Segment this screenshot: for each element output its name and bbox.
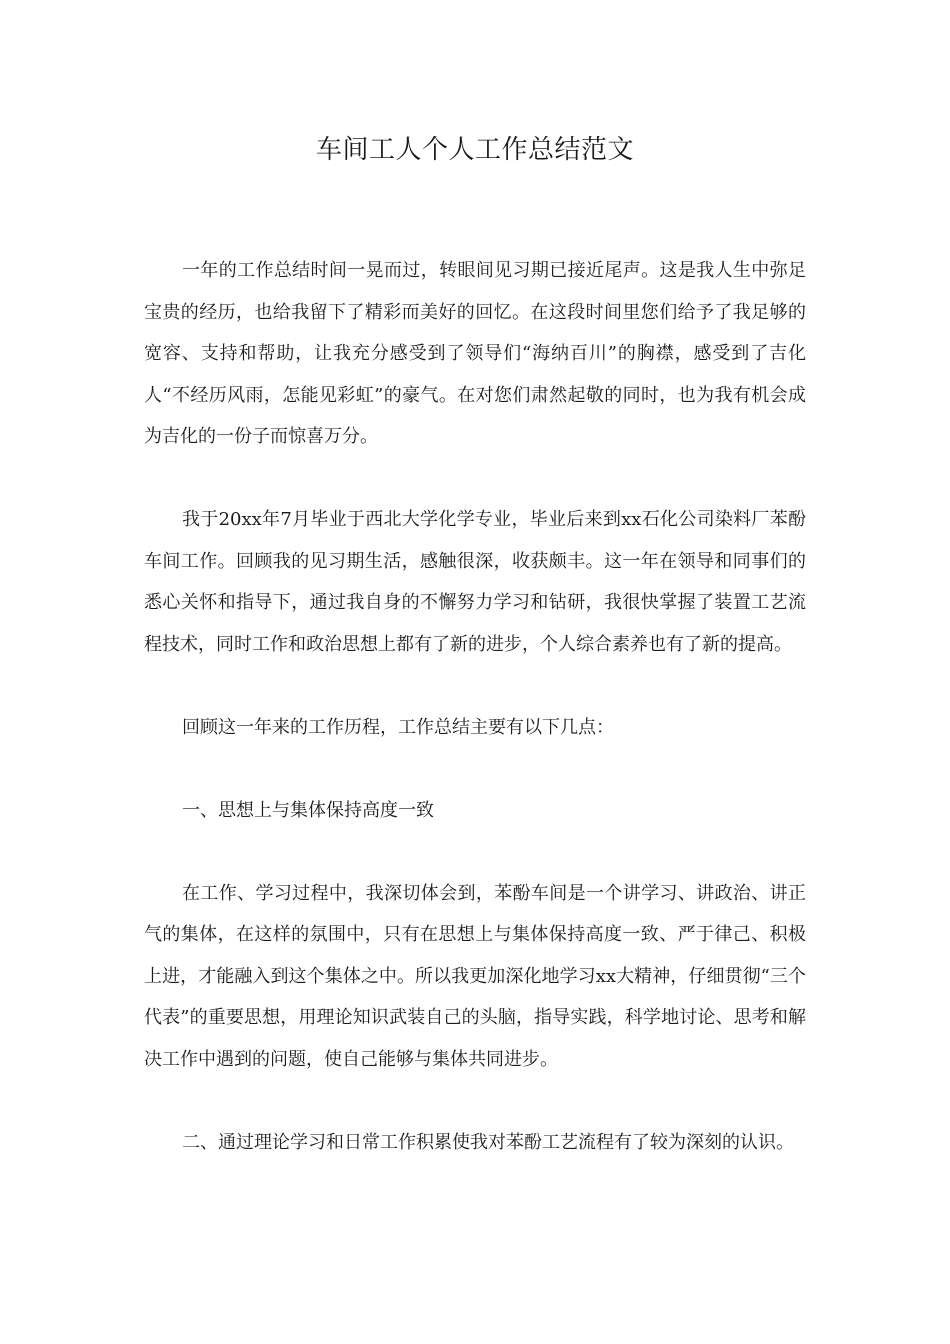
paragraph-background: 我于20xx年7月毕业于西北大学化学专业，毕业后来到xx石化公司染料厂苯酚车间工作。回顾我的见习期生活，感触很深，收获颇丰。这一年在领导和同事们的悉心关怀和指导下，通过我自身的不懈努力学习和钻研，我很快掌握了装置工艺流程技术，同时工作和政治思想上都有了新的进步，个人综合素养也有了新的提高。 xyxy=(144,509,806,655)
paragraph-spacer xyxy=(144,831,806,873)
paragraph-spacer xyxy=(144,1080,806,1122)
paragraph-intro: 一年的工作总结时间一晃而过，转眼间见习期已接近尾声。这是我人生中弥足宝贵的经历，也给我留下了精彩而美好的回忆。在这段时间里您们给予了我足够的宽容、支持和帮助，让我充分感受到了领导们“海纳百川”的胸襟，感受到了吉化人“不经历风雨，怎能见彩虹”的豪气。在对您们肃然起敬的同时，也为我有机会成为吉化的一份子而惊喜万分。 xyxy=(144,260,806,447)
section-heading-2: 二、通过理论学习和日常工作积累使我对苯酚工艺流程有了较为深刻的认识。 xyxy=(182,1131,794,1153)
paragraph-summary-lead: 回顾这一年来的工作历程，工作总结主要有以下几点： xyxy=(182,716,614,738)
paragraph-spacer xyxy=(144,458,806,500)
document-title: 车间工人个人工作总结范文 xyxy=(315,135,634,165)
document-body xyxy=(144,250,806,1163)
section-heading-1: 一、思想上与集体保持高度一致 xyxy=(182,799,434,821)
paragraph-spacer xyxy=(144,748,806,790)
paragraph-spacer xyxy=(144,665,806,707)
paragraph-section-1: 在工作、学习过程中，我深切体会到，苯酚车间是一个讲学习、讲政治、讲正气的集体，在这样的氛围中，只有在思想上与集体保持高度一致、严于律己、积极上进，才能融入到这个集体之中。所以我更加深化地学习xx大精神，仔细贯彻“三个代表”的重要思想，用理论知识武装自己的头脑，指导实践，科学地讨论、思考和解决工作中遇到的问题，使自己能够与集体共同进步。 xyxy=(144,882,806,1070)
